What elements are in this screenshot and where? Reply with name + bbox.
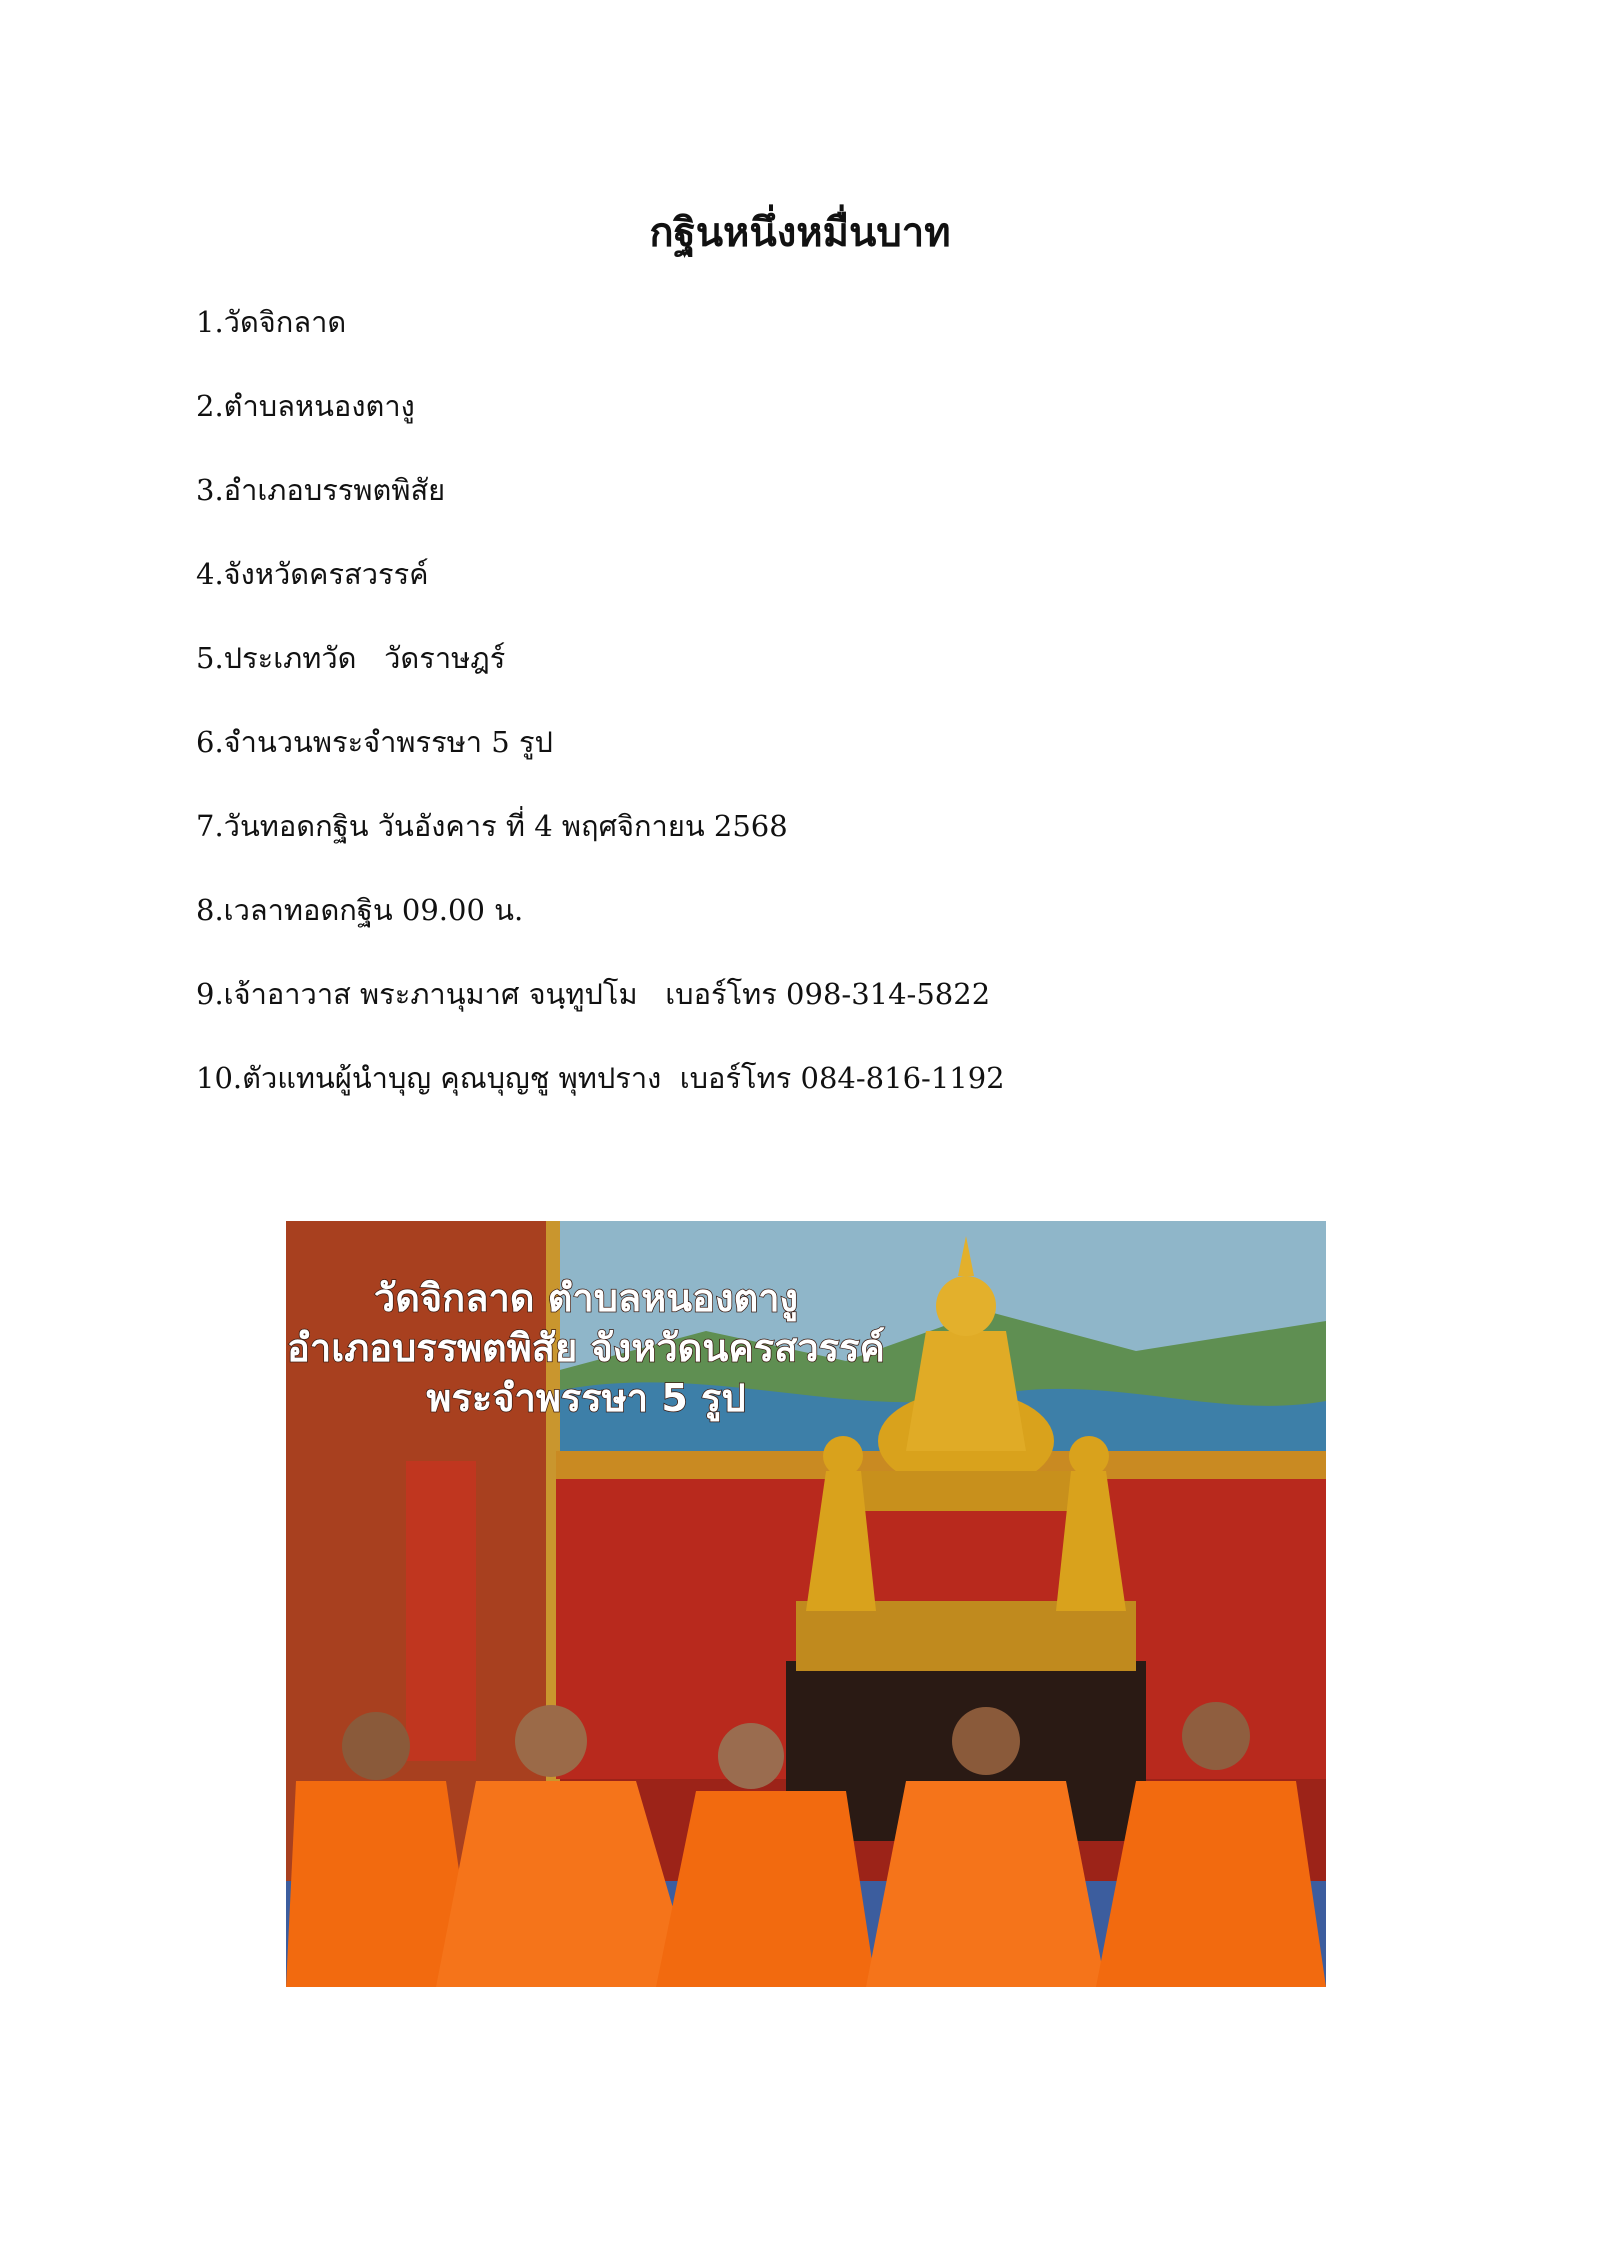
info-item-ceremony-time: 8.เวลาทอดกฐิน 09.00 น. (196, 893, 524, 927)
info-list (196, 300, 1446, 1140)
info-item-subdistrict: 2.ตำบลหนองตางู (196, 389, 415, 423)
photo-caption-line-3: พระจำพรรษา 5 รูป (426, 1376, 746, 1420)
info-item-temple-type: 5.ประเภทวัด วัดราษฎร์ (196, 641, 506, 675)
info-item-abbot-contact: 9.เจ้าอาวาส พระภานุมาศ จนฺทูปโม เบอร์โทร 098-314-5822 (196, 977, 991, 1011)
photo-caption-line-1: วัดจิกลาด ตำบลหนองตางู (373, 1276, 799, 1320)
info-item-district: 3.อำเภอบรรพตพิสัย (196, 473, 446, 507)
photo-buddha-head (936, 1276, 996, 1336)
photo-disciple-right-head (1069, 1436, 1109, 1476)
info-item-temple-name: 1.วัดจิกลาด (196, 305, 347, 339)
document-title: กฐินหนึ่งหมื่นบาท (649, 209, 951, 256)
info-item-province: 4.จังหวัดครสวรรค์ (196, 557, 429, 591)
photo-altar-top (796, 1601, 1136, 1671)
photo-caption-line-2: อำเภอบรรพตพิสัย จังหวัดนครสวรรค์ (287, 1326, 885, 1370)
photo-door (406, 1461, 476, 1761)
photo-disciple-left-head (823, 1436, 863, 1476)
info-item-monk-count: 6.จำนวนพระจำพรรษา 5 รูป (196, 725, 553, 759)
info-item-ceremony-date: 7.วันทอดกฐิน วันอังคาร ที่ 4 พฤศจิกายน 2568 (196, 809, 788, 843)
temple-photo-illustration (286, 1221, 1326, 1987)
info-item-representative-contact: 10.ตัวแทนผู้นำบุญ คุณบุญชู พุทปราง เบอร์โทร 084-816-1192 (196, 1061, 1005, 1095)
temple-photo (286, 1221, 1326, 1987)
photo-buddha-base (856, 1471, 1076, 1511)
photo-buddha-body (906, 1331, 1026, 1451)
